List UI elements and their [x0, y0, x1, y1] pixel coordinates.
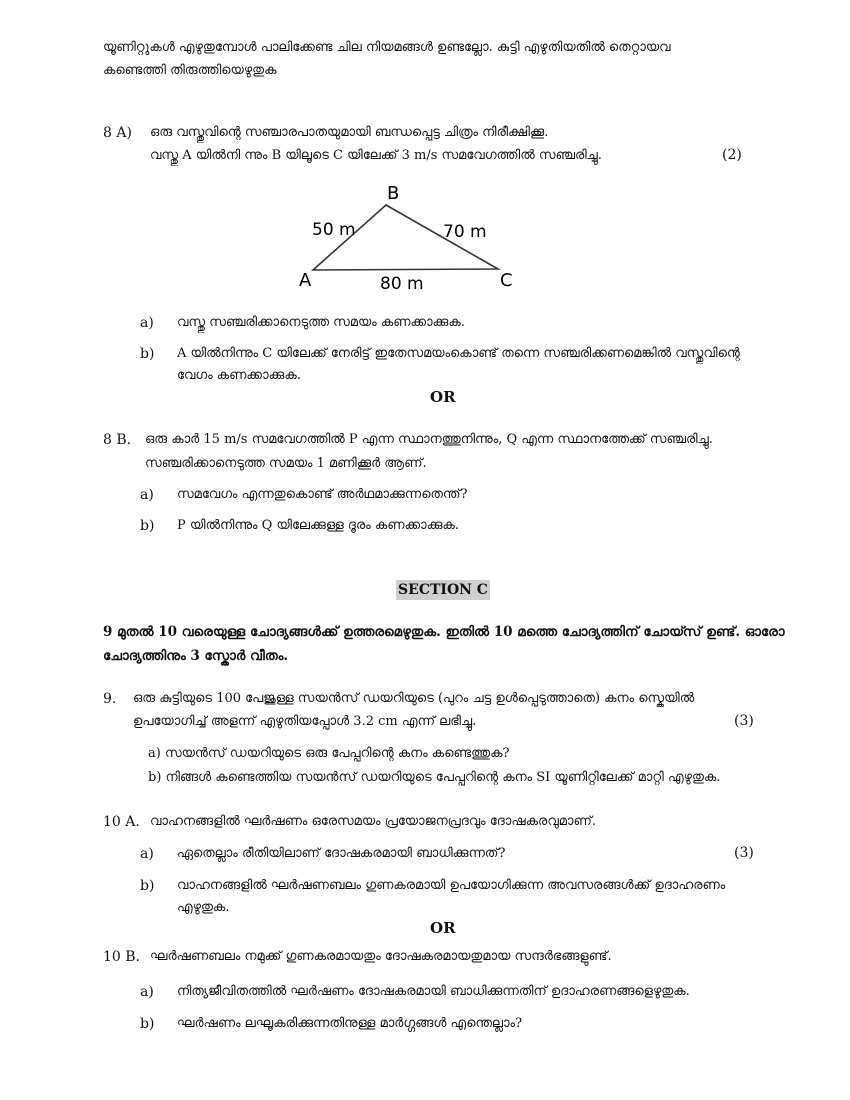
q10b-a-text: നിത്യജീവിതത്തിൽ ഘർഷണം ദോഷകരമായി ബാധിക്കുന്നതിന് ഉദാഹരണങ്ങളെഴുതുക.	[177, 984, 690, 999]
instructions-line-2: ചോദ്യത്തിനും 3 സ്കോർ വീതം.	[103, 648, 289, 664]
q8a-marks: (2)	[722, 147, 742, 163]
q9-marks: (3)	[734, 713, 754, 729]
q10a-b-label: b)	[140, 878, 155, 894]
q10b-number: 10 B.	[103, 949, 141, 965]
q8b-b-label: b)	[140, 518, 155, 534]
intro-line-1: യൂണിറ്റുകൾ എഴുതുമ്പോൾ പാലിക്കേണ്ട ചില നിയമങ്ങൾ ഉണ്ടല്ലോ. കുട്ടി എഴുതിയതിൽ തെറ്റായവ	[103, 40, 671, 55]
q8b-b-text: P യിൽനിന്നും Q യിലേക്കുള്ള ദൂരം കണക്കാക്കുക.	[177, 518, 459, 533]
q8a-number: 8 A)	[103, 125, 132, 141]
q8a-a-label: a)	[140, 315, 154, 331]
q9-a-text: a) സയൻസ് ഡയറിയുടെ ഒരു പേപ്പറിന്റെ കനം കണ്ടെത്തുക?	[148, 746, 510, 761]
label-a: A	[299, 270, 312, 291]
instructions-line-1: 9 മുതൽ 10 വരെയുള്ള ചോദ്യങ്ങൾക്ക് ഉത്തരമെഴുതുക. ഇതിൽ 10 മത്തെ ചോദ്യത്തിന് ചോയ്സ് ഉണ്ട്. ഓരോ	[103, 624, 785, 640]
q10a-a-label: a)	[140, 846, 154, 862]
q10b-b-text: ഘർഷണം ലഘൂകരിക്കുന്നതിനുള്ള മാർഗ്ഗങ്ങൾ എന്തെല്ലാം?	[177, 1016, 523, 1031]
label-c: C	[500, 270, 513, 291]
label-ab: 50 m	[312, 220, 356, 240]
q10b-b-label: b)	[140, 1016, 155, 1032]
label-b: B	[387, 183, 400, 204]
q8b-line-2: സഞ്ചരിക്കാനെടുത്ത സമയം 1 മണിക്കൂർ ആണ്.	[145, 456, 427, 471]
or-separator-2: OR	[430, 919, 456, 937]
q10a-b-line-1: വാഹനങ്ങളിൽ ഘർഷണബലം ഗുണകരമായി ഉപയോഗിക്കുന്ന അവസരങ്ങൾക്ക് ഉദാഹരണം	[177, 878, 726, 893]
q8a-a-text: വസ്തു സഞ്ചരിക്കാനെടുത്ത സമയം കണക്കാക്കുക.	[177, 315, 465, 330]
label-bc: 70 m	[443, 222, 487, 242]
q8a-b-line-2: വേഗം കണക്കാക്കുക.	[177, 368, 301, 383]
q8b-a-text: സമവേഗം എന്നതുകൊണ്ട് അർഥമാക്കുന്നതെന്ത്?	[177, 487, 468, 502]
q9-line-1: ഒരു കുട്ടിയുടെ 100 പേജുള്ള സയൻസ് ഡയറിയുടെ (പുറം ചട്ട ഉൾപ്പെടുത്താതെ) കനം സ്കെയിൽ	[133, 691, 695, 706]
or-separator-1: OR	[430, 388, 456, 406]
q9-line-2: ഉപയോഗിച്ച് അളന്ന് എഴുതിയപ്പോൾ 3.2 cm എന്ന് ലഭിച്ചു.	[133, 714, 477, 729]
path-triangle-diagram	[290, 178, 530, 298]
q10a-line-1: വാഹനങ്ങളിൽ ഘർഷണം ഒരേസമയം പ്രയോജനപ്രദവും ദോഷകരവുമാണ്.	[150, 814, 597, 829]
q8a-b-label: b)	[140, 346, 155, 362]
q9-number: 9.	[103, 691, 117, 707]
q8b-number: 8 B.	[103, 432, 132, 448]
q10b-line-1: ഘർഷണബലം നമുക്ക് ഗുണകരമായതും ദോഷകരമായതുമായ സന്ദർഭങ്ങളുണ്ട്.	[150, 949, 612, 964]
q8a-b-line-1: A യിൽനിന്നും C യിലേക്ക് നേരിട്ട് ഇതേസമയംകൊണ്ട് തന്നെ സഞ്ചരിക്കണമെങ്കിൽ വസ്തുവിന്റെ	[177, 346, 740, 361]
q10a-marks: (3)	[734, 845, 754, 861]
section-c-heading: SECTION C	[396, 580, 490, 600]
q9-b-text: b) നിങ്ങൾ കണ്ടെത്തിയ സയൻസ് ഡയറിയുടെ പേപ്പറിന്റെ കനം SI യൂണിറ്റിലേക്ക് മാറ്റി എഴുതുക.	[148, 770, 721, 785]
q8a-line-1: ഒരു വസ്തുവിന്റെ സഞ്ചാരപാതയുമായി ബന്ധപ്പെട്ട ചിത്രം നിരീക്ഷിക്കൂ.	[150, 125, 549, 140]
q10a-number: 10 A.	[103, 814, 140, 830]
q10a-b-line-2: എഴുതുക.	[177, 900, 230, 915]
q8b-a-label: a)	[140, 487, 154, 503]
q8a-line-2: വസ്തു A യിൽനി ന്നും B യിലൂടെ C യിലേക്ക് 3 m/s സമവേഗത്തിൽ സഞ്ചരിച്ചു.	[150, 148, 602, 163]
intro-line-2: കണ്ടെത്തി തിരുത്തിയെഴുതുക	[103, 63, 277, 78]
q8b-line-1: ഒരു കാർ 15 m/s സമവേഗത്തിൽ P എന്ന സ്ഥാനത്തുനിന്നും, Q എന്ന സ്ഥാനത്തേക്ക് സഞ്ചരിച്ചു.	[145, 432, 713, 447]
label-ac: 80 m	[380, 274, 424, 294]
q10a-a-text: ഏതെല്ലാം രീതിയിലാണ് ദോഷകരമായി ബാധിക്കുന്നത്?	[177, 846, 506, 861]
q10b-a-label: a)	[140, 984, 154, 1000]
